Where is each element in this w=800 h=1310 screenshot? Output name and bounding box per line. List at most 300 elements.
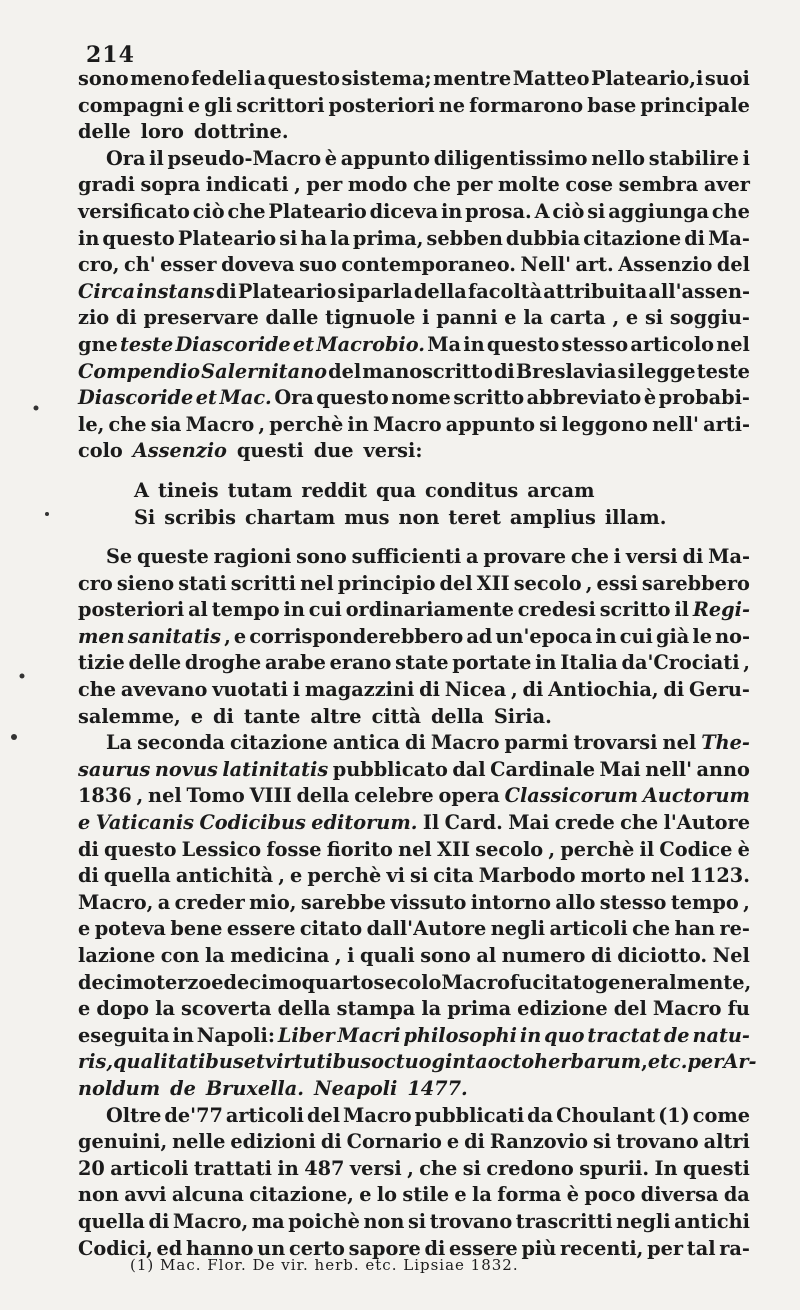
word: , bbox=[585, 571, 593, 595]
text-line bbox=[78, 305, 750, 332]
word: sufficienti bbox=[351, 545, 462, 569]
text-line bbox=[78, 810, 750, 837]
word: anno bbox=[696, 757, 750, 781]
word: si bbox=[337, 279, 356, 303]
word: questo bbox=[102, 226, 175, 250]
word: si bbox=[644, 306, 664, 330]
word: preservare bbox=[143, 306, 259, 330]
word: e bbox=[233, 624, 247, 648]
word: droghe bbox=[184, 651, 262, 675]
word: , bbox=[548, 837, 556, 861]
word: scrittori bbox=[236, 93, 325, 117]
word: Salernitano bbox=[201, 359, 327, 383]
word: sono bbox=[420, 944, 471, 967]
text-line bbox=[78, 119, 750, 146]
word: Cornario bbox=[346, 1130, 442, 1154]
word: si bbox=[587, 199, 606, 223]
word: credesi bbox=[517, 598, 596, 622]
word: perchè bbox=[560, 837, 635, 861]
word: han bbox=[674, 917, 716, 941]
word: facoltà bbox=[467, 279, 543, 303]
word: la bbox=[330, 226, 350, 250]
word: , bbox=[224, 624, 231, 648]
word: dottrine. bbox=[193, 120, 289, 144]
word: dalle bbox=[265, 306, 319, 330]
word: e bbox=[190, 704, 204, 728]
word: portate bbox=[452, 651, 532, 675]
word: tizie bbox=[78, 651, 125, 675]
word: The- bbox=[701, 731, 750, 755]
word: corrisponderebbero bbox=[249, 624, 464, 648]
word: le, bbox=[78, 412, 105, 436]
word: diceva bbox=[369, 199, 439, 223]
word: philosophi bbox=[403, 1023, 517, 1047]
text-line bbox=[78, 1049, 757, 1076]
word: Mai bbox=[508, 811, 550, 835]
word: l'Autore bbox=[663, 811, 750, 835]
word: Nicea bbox=[444, 678, 507, 702]
word: i bbox=[742, 146, 750, 170]
text-line bbox=[78, 385, 750, 412]
word: diciotto. bbox=[617, 944, 708, 967]
word: stampa bbox=[336, 997, 416, 1021]
word: quo bbox=[544, 1023, 585, 1047]
word: , bbox=[407, 1156, 414, 1180]
word: editorum. bbox=[311, 811, 418, 835]
word: scritto bbox=[453, 386, 525, 410]
word: ha bbox=[300, 226, 327, 250]
word: sarebbero bbox=[641, 571, 750, 595]
text-line bbox=[78, 66, 750, 93]
word: e bbox=[78, 997, 91, 1021]
word: principio bbox=[337, 571, 436, 595]
word: parmi bbox=[504, 731, 569, 755]
word: che bbox=[78, 678, 117, 702]
word: poichè bbox=[288, 1209, 360, 1233]
word: posteriori bbox=[78, 598, 185, 622]
word: Liber bbox=[277, 1023, 335, 1047]
word: Macro bbox=[652, 997, 722, 1021]
word: Ranzovio bbox=[489, 1130, 589, 1154]
word: parla bbox=[356, 279, 413, 303]
word: de bbox=[663, 1023, 690, 1047]
word: altri bbox=[703, 1130, 750, 1154]
word: mio, bbox=[249, 890, 297, 914]
word: probabi- bbox=[658, 386, 750, 410]
word: manoscritto bbox=[362, 359, 493, 383]
word: principale bbox=[640, 93, 750, 117]
word: chartam bbox=[245, 505, 336, 529]
word: citazione bbox=[583, 226, 682, 250]
word: trovano bbox=[429, 1209, 513, 1233]
word: teret bbox=[448, 505, 501, 529]
word: 20 bbox=[78, 1156, 105, 1180]
text-line bbox=[78, 1103, 750, 1130]
word: in bbox=[535, 651, 557, 675]
paragraph-gap bbox=[78, 531, 750, 544]
word: instans bbox=[136, 279, 215, 303]
word: tutam bbox=[227, 478, 293, 502]
word: Siria. bbox=[493, 704, 552, 728]
word: di bbox=[464, 1130, 485, 1154]
word: Plateario bbox=[237, 279, 337, 303]
word: sanitatis bbox=[127, 624, 221, 648]
word: Il bbox=[422, 811, 440, 835]
word: etc. bbox=[647, 1050, 688, 1074]
word: si bbox=[407, 1209, 427, 1233]
word: nel bbox=[650, 864, 685, 888]
word: di bbox=[419, 678, 440, 702]
word: nel bbox=[300, 571, 334, 595]
word: del bbox=[439, 571, 473, 595]
word: vi bbox=[386, 864, 405, 888]
word: XII bbox=[476, 571, 510, 595]
word: sono bbox=[78, 67, 129, 90]
word: noldum bbox=[78, 1076, 161, 1100]
word: secolo bbox=[475, 837, 544, 861]
word: , bbox=[278, 864, 285, 888]
word: in bbox=[440, 199, 463, 223]
word: sapore bbox=[348, 1236, 421, 1260]
word: nell' bbox=[652, 412, 699, 436]
text-line bbox=[78, 438, 750, 465]
text-line bbox=[78, 597, 750, 624]
word: che bbox=[227, 199, 266, 223]
word: il bbox=[639, 837, 655, 861]
word: la bbox=[421, 997, 442, 1021]
word: antica bbox=[332, 731, 400, 755]
word: si bbox=[409, 864, 429, 888]
word: modo bbox=[347, 173, 408, 197]
word: di bbox=[522, 678, 544, 702]
word: sono bbox=[296, 545, 347, 569]
word: che bbox=[412, 173, 451, 197]
word: di bbox=[684, 226, 706, 250]
word: un bbox=[257, 1236, 286, 1260]
text-line bbox=[78, 757, 750, 784]
word: Breslavia bbox=[515, 359, 617, 383]
word: tempo bbox=[211, 598, 280, 622]
word: in bbox=[78, 226, 100, 250]
text-line bbox=[78, 837, 750, 864]
text-line bbox=[78, 172, 750, 199]
word: illam. bbox=[604, 505, 667, 529]
word: mus bbox=[344, 505, 390, 529]
word: re- bbox=[719, 917, 750, 941]
word: al bbox=[188, 598, 208, 622]
word: delle bbox=[128, 651, 182, 675]
word: trascritti bbox=[515, 1209, 613, 1233]
word: panni bbox=[436, 306, 498, 330]
word: pubblicato bbox=[332, 757, 448, 781]
word: loro bbox=[140, 120, 184, 144]
word: della bbox=[296, 784, 350, 808]
text-line bbox=[78, 943, 750, 970]
text-line bbox=[78, 359, 750, 386]
word: quella bbox=[78, 1209, 145, 1233]
word: Ora bbox=[274, 386, 314, 410]
word: appunto bbox=[445, 412, 536, 436]
word: tal bbox=[686, 1236, 716, 1260]
word: di bbox=[424, 1236, 446, 1260]
text-line bbox=[78, 1182, 750, 1209]
word: Tomo bbox=[186, 784, 245, 808]
word: ed bbox=[156, 1236, 183, 1260]
word: mentre bbox=[433, 67, 512, 90]
word: e bbox=[290, 864, 303, 888]
word: forma bbox=[497, 1183, 562, 1207]
word: di bbox=[213, 704, 234, 728]
word: quali bbox=[360, 944, 415, 967]
word: Choulant bbox=[556, 1103, 656, 1127]
word: spurii. bbox=[579, 1156, 650, 1180]
word: latinitatis bbox=[222, 757, 329, 781]
word: magazzini bbox=[304, 678, 415, 702]
word: , bbox=[258, 412, 266, 436]
word: e bbox=[78, 917, 91, 941]
word: alcuna bbox=[171, 1183, 244, 1207]
word: medicina bbox=[230, 944, 330, 967]
word: scribis bbox=[164, 505, 236, 529]
word: la bbox=[472, 1183, 492, 1207]
word: tante bbox=[243, 704, 301, 728]
word: sistema; bbox=[341, 67, 432, 90]
word: all'assen- bbox=[648, 279, 750, 303]
word: , bbox=[612, 306, 620, 330]
word: per bbox=[456, 173, 493, 197]
word: che bbox=[108, 412, 147, 436]
text-line bbox=[78, 1156, 750, 1183]
word: essere bbox=[226, 917, 296, 941]
word: XII bbox=[436, 837, 470, 861]
word: versificato bbox=[78, 199, 190, 223]
word: stabilire bbox=[648, 146, 739, 170]
word: dubbia bbox=[505, 226, 581, 250]
word: provare bbox=[483, 545, 566, 569]
word: Auctorum bbox=[642, 784, 750, 808]
word: Bruxella. bbox=[205, 1076, 304, 1100]
word: della bbox=[277, 997, 331, 1021]
word: fiorito bbox=[326, 837, 393, 861]
word: Macro, bbox=[78, 890, 154, 914]
word: trattati bbox=[193, 1156, 272, 1180]
text-line bbox=[78, 571, 750, 598]
word: Macro, bbox=[172, 1209, 249, 1233]
verse-line bbox=[78, 505, 750, 532]
text-line bbox=[78, 412, 750, 439]
word: altre bbox=[310, 704, 362, 728]
word: di bbox=[148, 1209, 170, 1233]
text-line bbox=[78, 890, 750, 917]
text-line bbox=[78, 677, 750, 704]
word: nel bbox=[148, 784, 182, 808]
word: Macro bbox=[372, 412, 442, 436]
word: è bbox=[737, 837, 750, 861]
word: un'epoca bbox=[495, 624, 593, 648]
word: conditus bbox=[425, 478, 519, 502]
word: i bbox=[292, 678, 301, 702]
word: generalmente, bbox=[594, 970, 752, 994]
word: prima, bbox=[352, 226, 424, 250]
word: i bbox=[347, 944, 355, 967]
word: leggono bbox=[561, 412, 648, 436]
word: di bbox=[590, 944, 612, 967]
word: i bbox=[422, 306, 430, 330]
word: qua bbox=[376, 478, 417, 502]
word: suoi bbox=[704, 67, 750, 90]
word: certo bbox=[288, 1236, 345, 1260]
text-line bbox=[78, 1209, 750, 1236]
word: del bbox=[306, 1103, 341, 1127]
word: quella bbox=[103, 864, 171, 888]
word: fu bbox=[510, 970, 533, 994]
word: i bbox=[613, 545, 621, 569]
word: arabe bbox=[264, 651, 326, 675]
word: zio bbox=[78, 306, 110, 330]
word: Assenzio bbox=[618, 253, 713, 277]
word: si bbox=[539, 412, 558, 436]
word: fu bbox=[727, 997, 750, 1021]
word: il bbox=[674, 598, 689, 622]
text-line bbox=[78, 332, 750, 359]
word: ordinariamente bbox=[345, 598, 514, 622]
word: dal bbox=[452, 757, 486, 781]
word: di bbox=[493, 359, 515, 383]
text-line bbox=[78, 916, 750, 943]
word: et bbox=[292, 332, 315, 356]
word: Macro bbox=[441, 970, 511, 994]
word: pseudo-Macro bbox=[167, 146, 322, 170]
word: citato bbox=[532, 970, 595, 994]
word: cui bbox=[308, 598, 342, 622]
word: amplius bbox=[509, 505, 596, 529]
word: (1) bbox=[658, 1103, 690, 1127]
word: edizione bbox=[517, 997, 608, 1021]
word: ch' bbox=[123, 253, 156, 277]
word: per bbox=[306, 173, 343, 197]
word: articoli bbox=[225, 1103, 305, 1127]
word: del bbox=[328, 359, 362, 383]
word: cui bbox=[619, 624, 653, 648]
word: vuotati bbox=[212, 678, 288, 702]
word: esser bbox=[160, 253, 217, 277]
word: sembra bbox=[618, 173, 699, 197]
word: Codici, bbox=[78, 1236, 153, 1260]
word: per bbox=[687, 1050, 724, 1074]
word: tractat bbox=[587, 1023, 661, 1047]
text-line bbox=[78, 252, 750, 279]
word: cro, bbox=[78, 253, 120, 277]
word: pubblicati bbox=[414, 1103, 525, 1127]
word: di bbox=[115, 306, 137, 330]
word: poteva bbox=[94, 917, 166, 941]
text-line bbox=[78, 146, 750, 173]
word: stati bbox=[178, 571, 227, 595]
word: decimoterzo bbox=[78, 970, 212, 994]
word: secolo bbox=[513, 571, 582, 595]
word: poco bbox=[584, 1183, 636, 1207]
word: seconda bbox=[137, 731, 225, 755]
word: del bbox=[613, 997, 647, 1021]
word: di bbox=[682, 545, 704, 569]
word: , bbox=[294, 173, 301, 197]
word: lo bbox=[376, 1183, 398, 1207]
word: colo bbox=[78, 439, 123, 463]
word: allo bbox=[555, 890, 596, 914]
word: Circa bbox=[78, 279, 136, 303]
word: salemme, bbox=[78, 704, 181, 728]
word: versi: bbox=[363, 439, 423, 463]
word: sopra bbox=[140, 173, 201, 197]
word: stile bbox=[402, 1183, 450, 1207]
text-line bbox=[78, 650, 750, 677]
text-line bbox=[78, 624, 750, 651]
word: Diascoride bbox=[78, 386, 194, 410]
word: attribuita bbox=[543, 279, 648, 303]
word: in bbox=[519, 1023, 542, 1047]
text-line bbox=[78, 226, 750, 253]
word: Ma- bbox=[708, 226, 750, 250]
word: che bbox=[620, 811, 659, 835]
word: Macro bbox=[185, 412, 255, 436]
word: Mai bbox=[599, 757, 641, 781]
word: le bbox=[692, 624, 712, 648]
word: essere bbox=[449, 1236, 518, 1260]
word: nel bbox=[398, 837, 432, 861]
word: indicati bbox=[205, 173, 289, 197]
word: in bbox=[595, 624, 617, 648]
word: articolo bbox=[630, 332, 715, 356]
word: Cardinale bbox=[490, 757, 596, 781]
word: da'Crociati bbox=[621, 651, 740, 675]
word: sarebbe bbox=[300, 890, 386, 914]
word: Se bbox=[106, 545, 133, 569]
word: trovarsi bbox=[573, 731, 658, 755]
text-line bbox=[78, 996, 750, 1023]
word: e bbox=[78, 811, 91, 835]
word: arcam bbox=[527, 478, 595, 502]
word: no- bbox=[715, 624, 750, 648]
word: , bbox=[743, 890, 750, 914]
word: men bbox=[78, 624, 125, 648]
word: Matteo bbox=[512, 67, 590, 90]
word: Plateario bbox=[268, 199, 367, 223]
word: queste bbox=[137, 545, 209, 569]
word: , bbox=[334, 944, 342, 967]
word: , bbox=[641, 1050, 648, 1074]
word: appunto bbox=[340, 146, 431, 170]
word: nome bbox=[391, 386, 451, 410]
word: celebre bbox=[354, 784, 434, 808]
word: Plateario,i bbox=[590, 67, 704, 90]
word: in bbox=[463, 332, 485, 356]
word: vissuto bbox=[390, 890, 467, 914]
word: Regi- bbox=[692, 598, 750, 622]
word: ciò bbox=[552, 199, 585, 223]
word: doveva bbox=[221, 253, 295, 277]
word: Mac. bbox=[219, 386, 272, 410]
word: in bbox=[172, 1023, 194, 1047]
word: nello bbox=[591, 146, 646, 170]
word: come bbox=[692, 1103, 750, 1127]
word: crede bbox=[554, 811, 615, 835]
word: in bbox=[277, 1156, 299, 1180]
word: Diascoride bbox=[175, 332, 291, 356]
word: bene bbox=[170, 917, 223, 941]
word: articoli bbox=[110, 1156, 189, 1180]
word: nel bbox=[716, 332, 750, 356]
word: legge bbox=[636, 359, 696, 383]
